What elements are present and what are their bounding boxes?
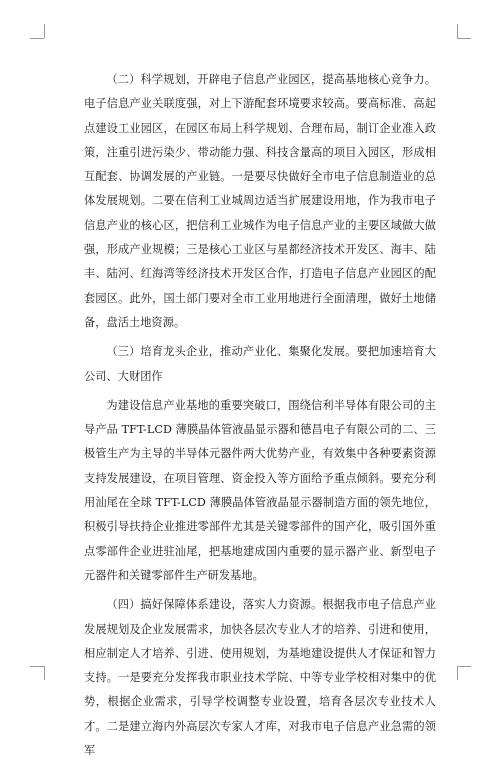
paragraph-section-3-body: 为建设信息产业基地的重要突破口，围绕信利半导体有限公司的主导产品 TFT-LCD 薄膜晶体管液晶显示器和德昌电子有限公司的二、三极管生产为主导的半导体元器件两大优势产业，有效集中各种要素资源支持发展建设，在项目管理、资金投入等方面给予重点倾斜。要充分利用汕尾在全球 TFT-LCD 薄膜晶体管液晶显示器制造方面的领先地位，积极引导扶持企业推进零部件尤其是关键零部件的国产化，吸引国外重点零部件企业进驻汕尾，把基地建成国内重要的显示器产业、新型电子元器件和关键零部件生产研发基地。 (84, 398, 436, 582)
document-body (84, 68, 436, 768)
paragraph-section-3-heading: （三）培育龙头企业，推动产业化、集聚化发展。要把加速培育大公司、大财团作 (84, 345, 436, 383)
paragraph-section-2: （二）科学规划，开辟电子信息产业园区，提高基地核心竞争力。电子信息产业关联度强，对上下游配套环境要求较高。要高标准、高起点建设工业园区，在园区布局上科学规划、合理布局，制订企业准入政策，注重引进污染少、带动能力强、科技含量高的项目入园区，形成相互配套、协调发展的产业链。一是要尽快做好全市电子信息制造业的总体发展规划。二要在信利工业城周边适当扩展建设用地，作为我市电子信息产业的核心区，把信利工业城作为电子信息产业的主要区域做大做强，形成产业规模；三是核心工业区与星都经济技术开发区、海丰、陆丰、陆河、红海湾等经济技术开发区合作，打造电子信息产业园区的配套园区。此外，国土部门要对全市工业用地进行全面清理，做好土地储备，盘活土地资源。 (84, 73, 436, 329)
crop-mark-bottom-left-h (30, 666, 44, 667)
crop-mark-top-left-h (30, 38, 44, 39)
crop-mark-top-right-h (457, 38, 471, 39)
crop-mark-top-right-v (457, 24, 458, 38)
paragraph-section-4: （四）搞好保障体系建设，落实人力资源。根据我市电子信息产业发展规划及企业发展需求，加快各层次专业人才的培养、引进和使用，相应制定人才培养、引进、使用规划，为基地建设提供人才保证和智力支持。一是要充分发挥我市职业技术学院、中等专业学校相对集中的优势，根据企业需求，引导学校调整专业设置，培育各层次专业技术人才。二是建立海内外高层次专家人才库，对我市电子信息产业急需的领军 (84, 598, 436, 758)
crop-mark-bottom-left-v (44, 666, 45, 680)
crop-mark-top-left-v (44, 24, 45, 38)
crop-mark-bottom-right-v (457, 666, 458, 680)
crop-mark-bottom-right-h (457, 666, 471, 667)
